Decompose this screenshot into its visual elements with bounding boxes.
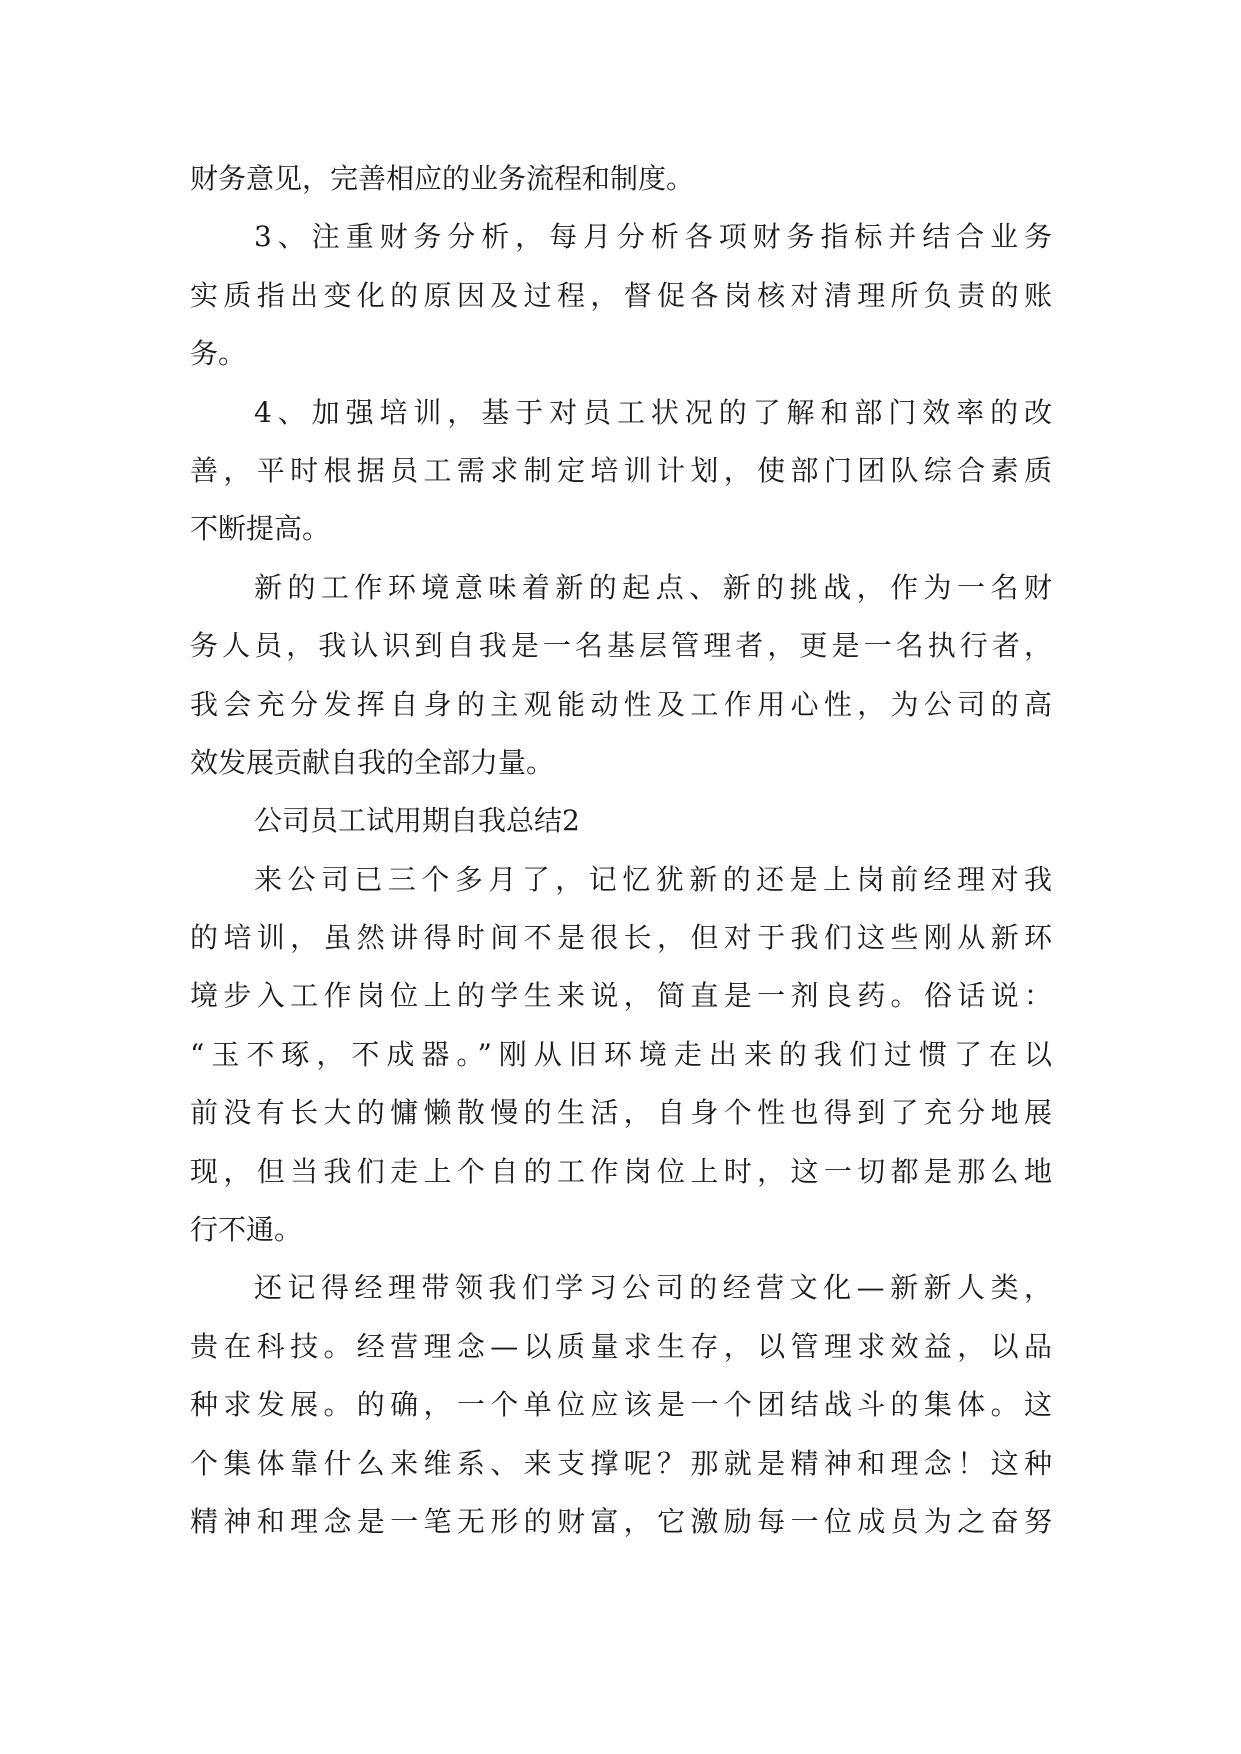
text-line: 善，平时根据员工需求制定培训计划，使部门团队综合素质 [190, 453, 1052, 487]
text-line: 务。 [190, 337, 247, 371]
text-line: 实质指出变化的原因及过程，督促各岗核对清理所负责的账 [190, 278, 1052, 312]
text-line: 4、加强培训，基于对员工状况的了解和部门效率的改 [254, 395, 1052, 429]
text-line: 我会充分发挥自身的主观能动性及工作用心性，为公司的高 [190, 687, 1052, 721]
text-line: 贵在科技。经营理念—以质量求生存，以管理求效益，以品 [190, 1329, 1052, 1363]
text-line: 境步入工作岗位上的学生来说，简直是一剂良药。俗话说： [190, 979, 1052, 1013]
text-line: 财务意见，完善相应的业务流程和制度。 [190, 162, 695, 195]
text-line: 现，但当我们走上个自的工作岗位上时，这一切都是那么地 [190, 1154, 1052, 1188]
text-line: 3、注重财务分析，每月分析各项财务指标并结合业务 [254, 220, 1052, 254]
text-line: 前没有长大的慵懒散慢的生活，自身个性也得到了充分地展 [190, 1096, 1052, 1130]
text-line: 个集体靠什么来维系、来支撑呢？那就是精神和理念！这种 [190, 1446, 1052, 1480]
text-line: 行不通。 [190, 1213, 303, 1247]
text-line: 效发展贡献自我的全部力量。 [190, 745, 555, 779]
text-line: 精神和理念是一笔无形的财富，它激励每一位成员为之奋努 [190, 1504, 1052, 1538]
text-line: 种求发展。的确，一个单位应该是一个团结战斗的集体。这 [190, 1388, 1052, 1422]
text-line: 公司员工试用期自我总结2 [254, 804, 580, 838]
text-line: “玉不琢，不成器。”刚从旧环境走出来的我们过惯了在以 [190, 1037, 1052, 1071]
text-line: 新的工作环境意味着新的起点、新的挑战，作为一名财 [254, 570, 1052, 604]
text-line: 来公司已三个多月了，记忆犹新的还是上岗前经理对我 [254, 862, 1052, 896]
text-line: 的培训，虽然讲得时间不是很长，但对于我们这些刚从新环 [190, 921, 1052, 955]
text-line: 务人员，我认识到自我是一名基层管理者，更是一名执行者， [190, 629, 1052, 663]
text-line: 还记得经理带领我们学习公司的经营文化—新新人类， [254, 1271, 1052, 1305]
text-line: 不断提高。 [190, 512, 331, 546]
document-body [190, 150, 1052, 1551]
